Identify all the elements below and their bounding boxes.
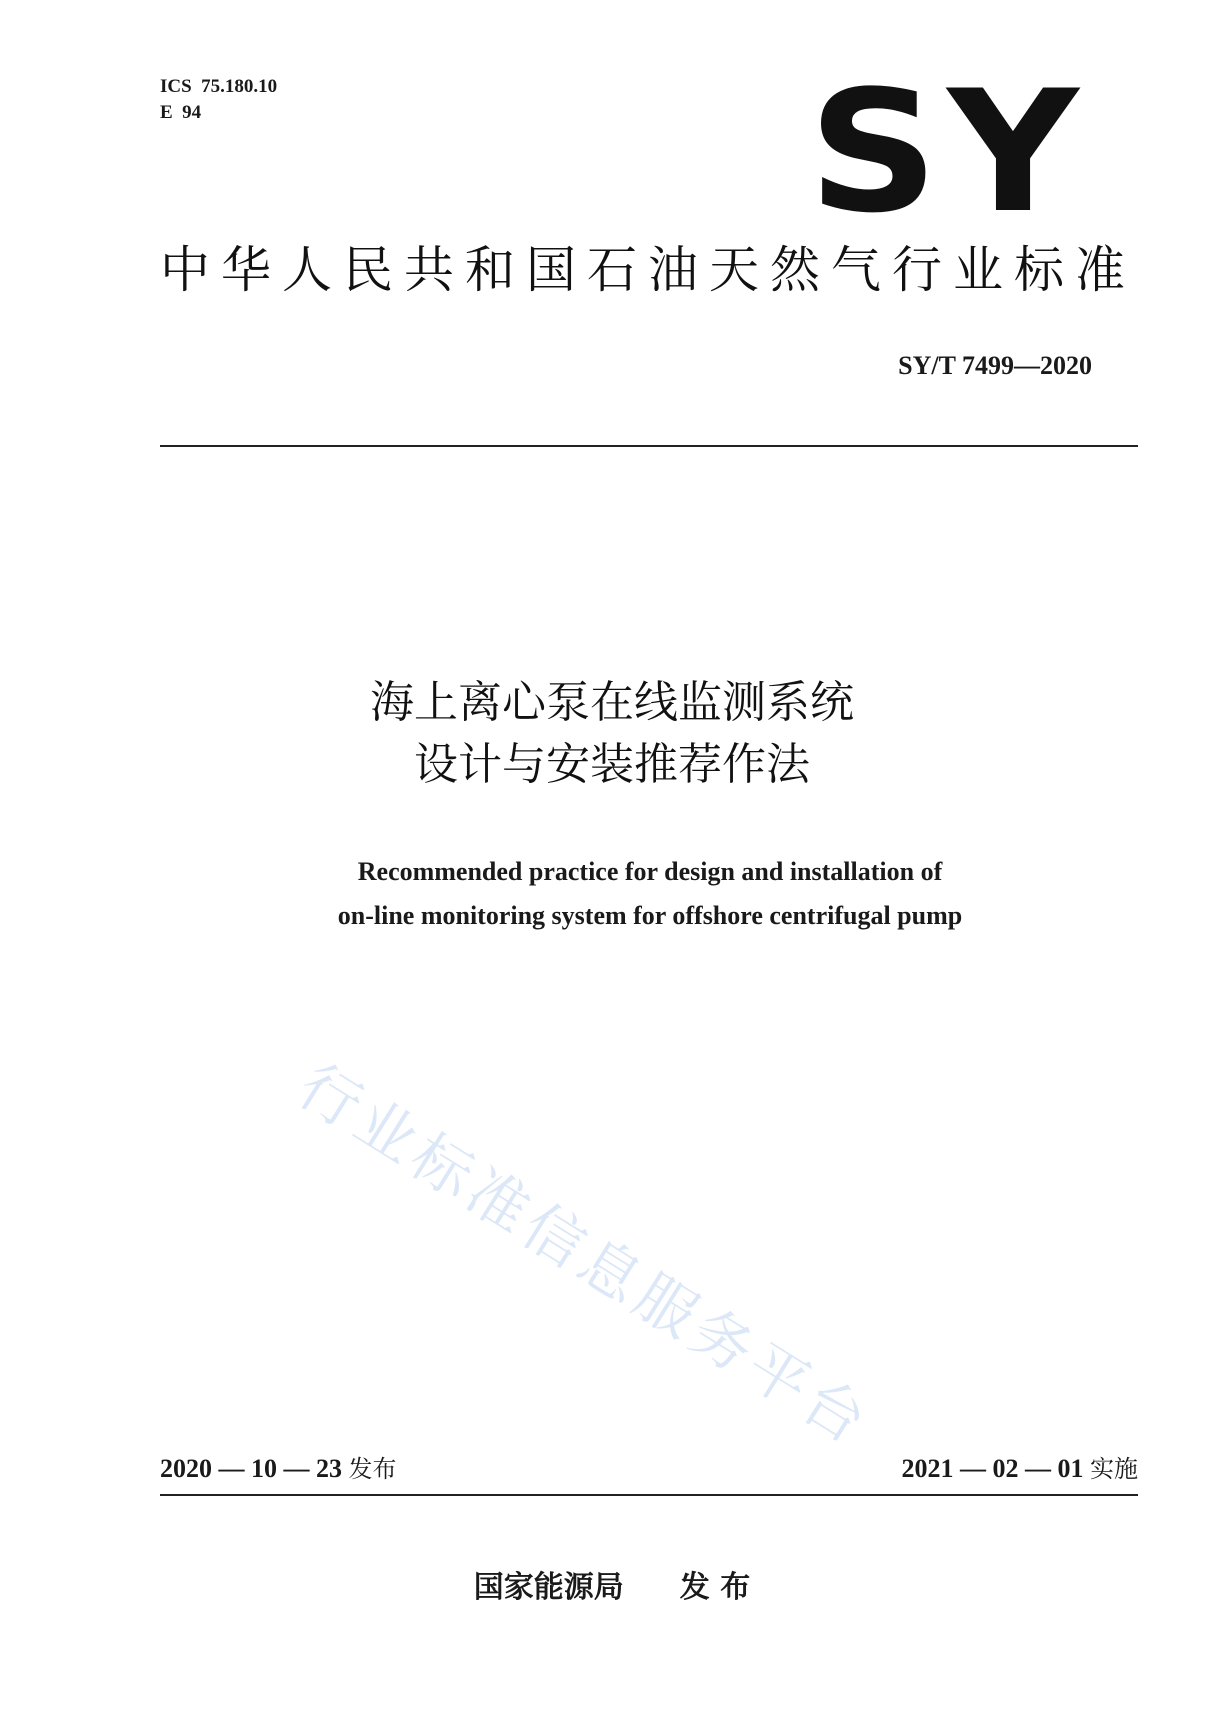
ics-code: ICS 75.180.10: [160, 76, 278, 97]
issue-label: 发布: [348, 1455, 397, 1483]
publisher-line: [0, 1568, 1224, 1608]
implementation-label: 实施: [1090, 1455, 1138, 1483]
top-divider: [160, 445, 1138, 447]
issue-date-block: [160, 1452, 397, 1486]
ccs-code: E 94: [160, 102, 202, 123]
implementation-date: 2021 — 02 — 01: [901, 1454, 1084, 1483]
english-title-line-1: Recommended practice for design and installation of: [357, 857, 943, 886]
english-title: [0, 850, 1224, 938]
standard-number: SY/T 7499—2020: [898, 351, 1092, 380]
implementation-date-block: [902, 1452, 1139, 1486]
english-title-line-2: on-line monitoring system for offshore centrifugal pump: [337, 901, 963, 930]
chinese-title-line-2: 设计与安装推荐作法: [414, 739, 810, 790]
publisher-action: 发 布: [679, 1570, 751, 1605]
sy-logo: SY: [808, 54, 1088, 250]
chinese-title-line-1: 海上离心泵在线监测系统: [370, 677, 854, 728]
ics-classification: [160, 74, 277, 126]
chinese-title: [0, 672, 1224, 796]
publisher-name: 国家能源局: [473, 1570, 624, 1605]
bottom-divider: [160, 1494, 1138, 1496]
issuing-authority-title: 中华人民共和国石油天然气行业标准: [160, 241, 1136, 299]
issue-date: 2020 — 10 — 23: [160, 1454, 342, 1483]
watermark: 行业标准信息服务平台: [286, 1051, 883, 1461]
